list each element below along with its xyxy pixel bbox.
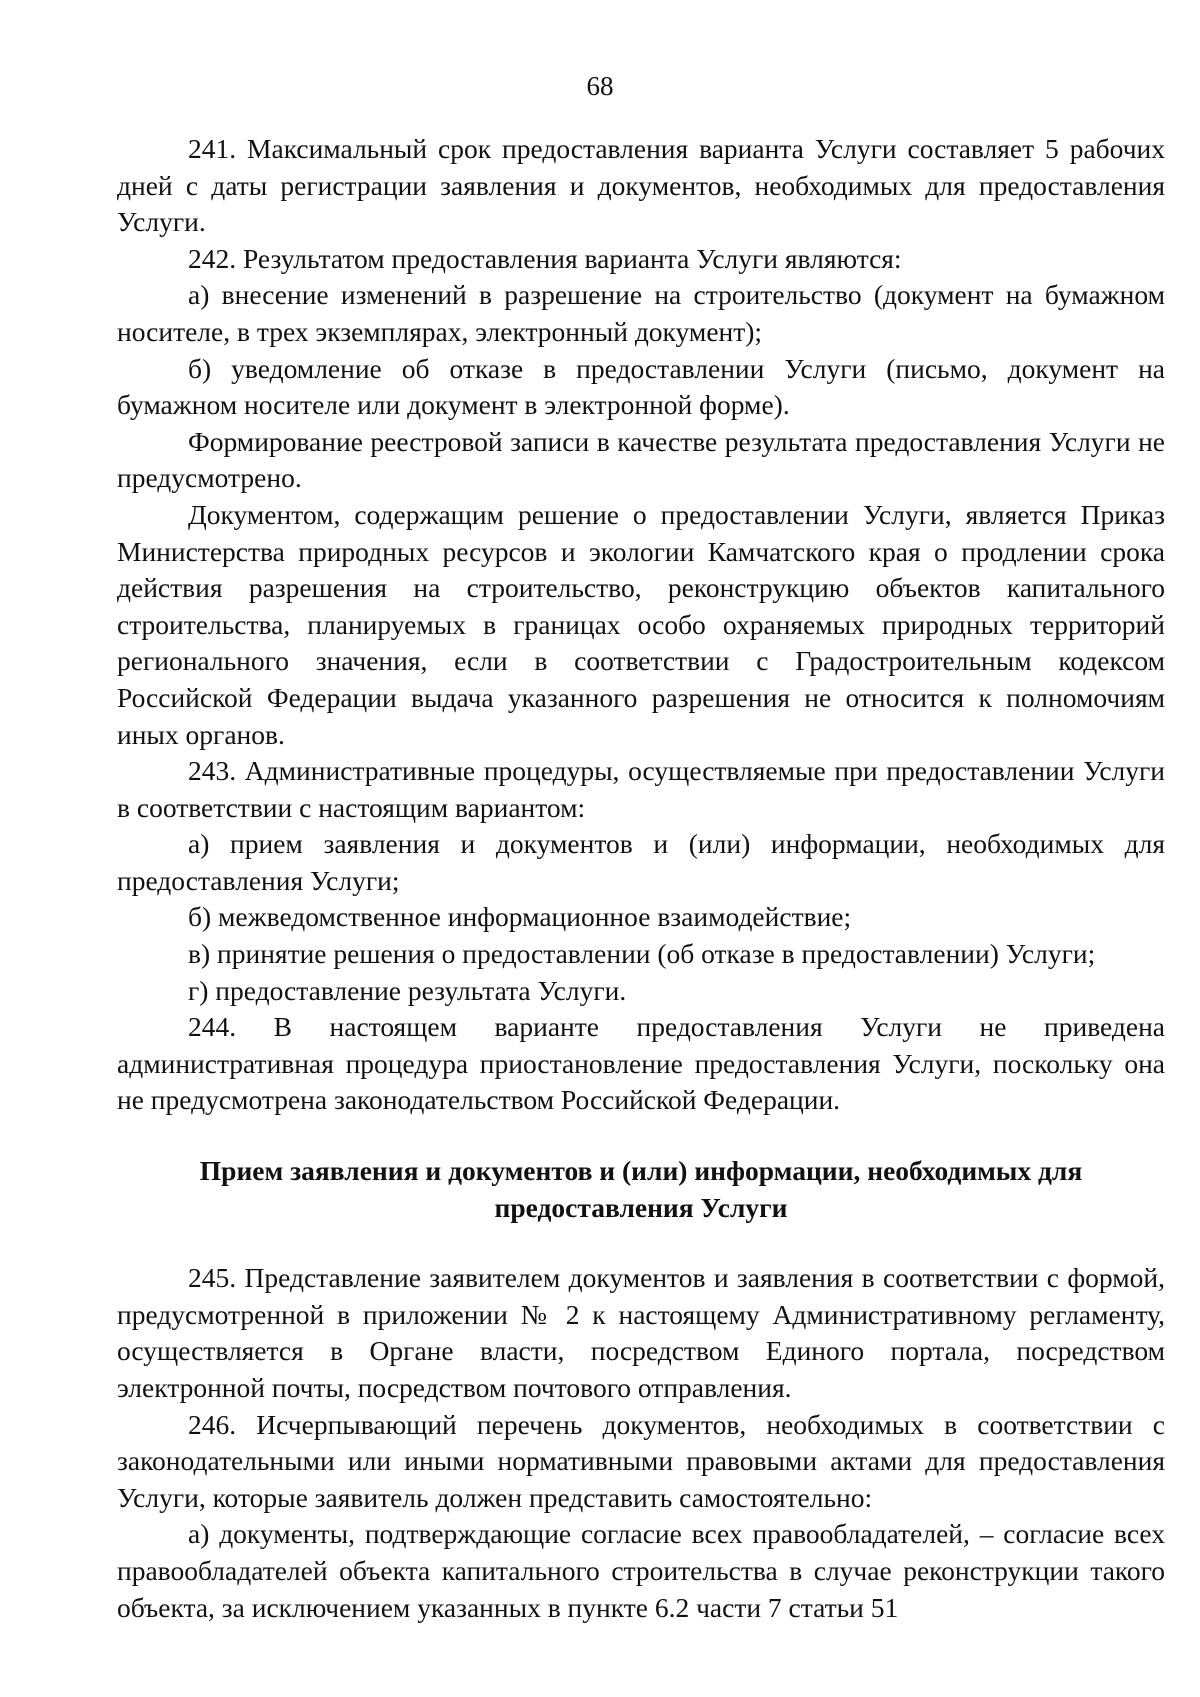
paragraph-243-item-a: а) прием заявления и документов и (или) информации, необходимых для предоставления Услуги; — [117, 828, 1165, 896]
paragraph-243: 243. Административные процедуры, осуществляемые при предоставлении Услуги в соответствии с настоящим вариантом: — [117, 755, 1165, 823]
paragraph-243-item-v: в) принятие решения о предоставлении (об отказе в предоставлении) Услуги; — [188, 938, 1096, 970]
paragraph-242: 242. Результатом предоставления варианта Услуги являются: — [188, 242, 902, 274]
paragraph-registry-record: Формирование реестровой записи в качестве результата предоставления Услуги не предусмотрено. — [117, 425, 1165, 494]
paragraph-243-item-g: г) предоставление результата Услуги. — [188, 974, 627, 1006]
document-body — [117, 131, 1165, 1626]
paragraph-244: 244. В настоящем варианте предоставления Услуги не приведена административная процедура приостановление предоставления Услуги, поскольку она не предусмотрена законодательством Российской Федерации. — [117, 1011, 1165, 1116]
paragraph-242-item-a: а) внесение изменений в разрешение на строительство (документ на бумажном носителе, в трех экземплярах, электронный документ); — [117, 279, 1165, 347]
paragraph-241: 241. Максимальный срок предоставления варианта Услуги составляет 5 рабочих дней с даты регистрации заявления и документов, необходимых для предоставления Услуги. — [117, 133, 1165, 238]
paragraph-243-item-b: б) межведомственное информационное взаимодействие; — [188, 901, 852, 933]
page-number: 68 — [586, 71, 614, 101]
paragraph-decision-document: Документом, содержащим решение о предоставлении Услуги, является Приказ Министерства природных ресурсов и экологии Камчатского края о продлении срока действия разрешения на строительство, реконструкцию объектов капитального строительства, планируемых в границах особо охраняемых природных территорий регионального значения, если в соответствии с Градостроительным кодексом Российской Федерации выдача указанного разрешения не относится к полномочиям иных органов. — [117, 498, 1165, 750]
paragraph-245: 245. Представление заявителем документов и заявления в соответствии с формой, предусмотренной в приложении № 2 к настоящему Административному регламенту, осуществляется в Органе власти, посредством Единого портала, посредством электронной почты, посредством почтового отправления. — [117, 1262, 1165, 1403]
paragraph-246-item-a: а) документы, подтверждающие согласие всех правообладателей, – согласие всех правообладателей объекта капитального строительства в случае реконструкции такого объекта, за исключением указанных в пункте 6.2 части 7 статьи 51 — [117, 1518, 1165, 1623]
paragraph-246: 246. Исчерпывающий перечень документов, необходимых в соответствии с законодательными или иными нормативными правовыми актами для предоставления Услуги, которые заявитель должен представить самостоятельно: — [117, 1408, 1165, 1513]
paragraph-242-item-b: б) уведомление об отказе в предоставлении Услуги (письмо, документ на бумажном носителе или документ в электронной форме). — [117, 352, 1165, 421]
section-heading: Прием заявления и документов и (или) информации, необходимых для предоставления Услуги — [199, 1155, 1083, 1223]
